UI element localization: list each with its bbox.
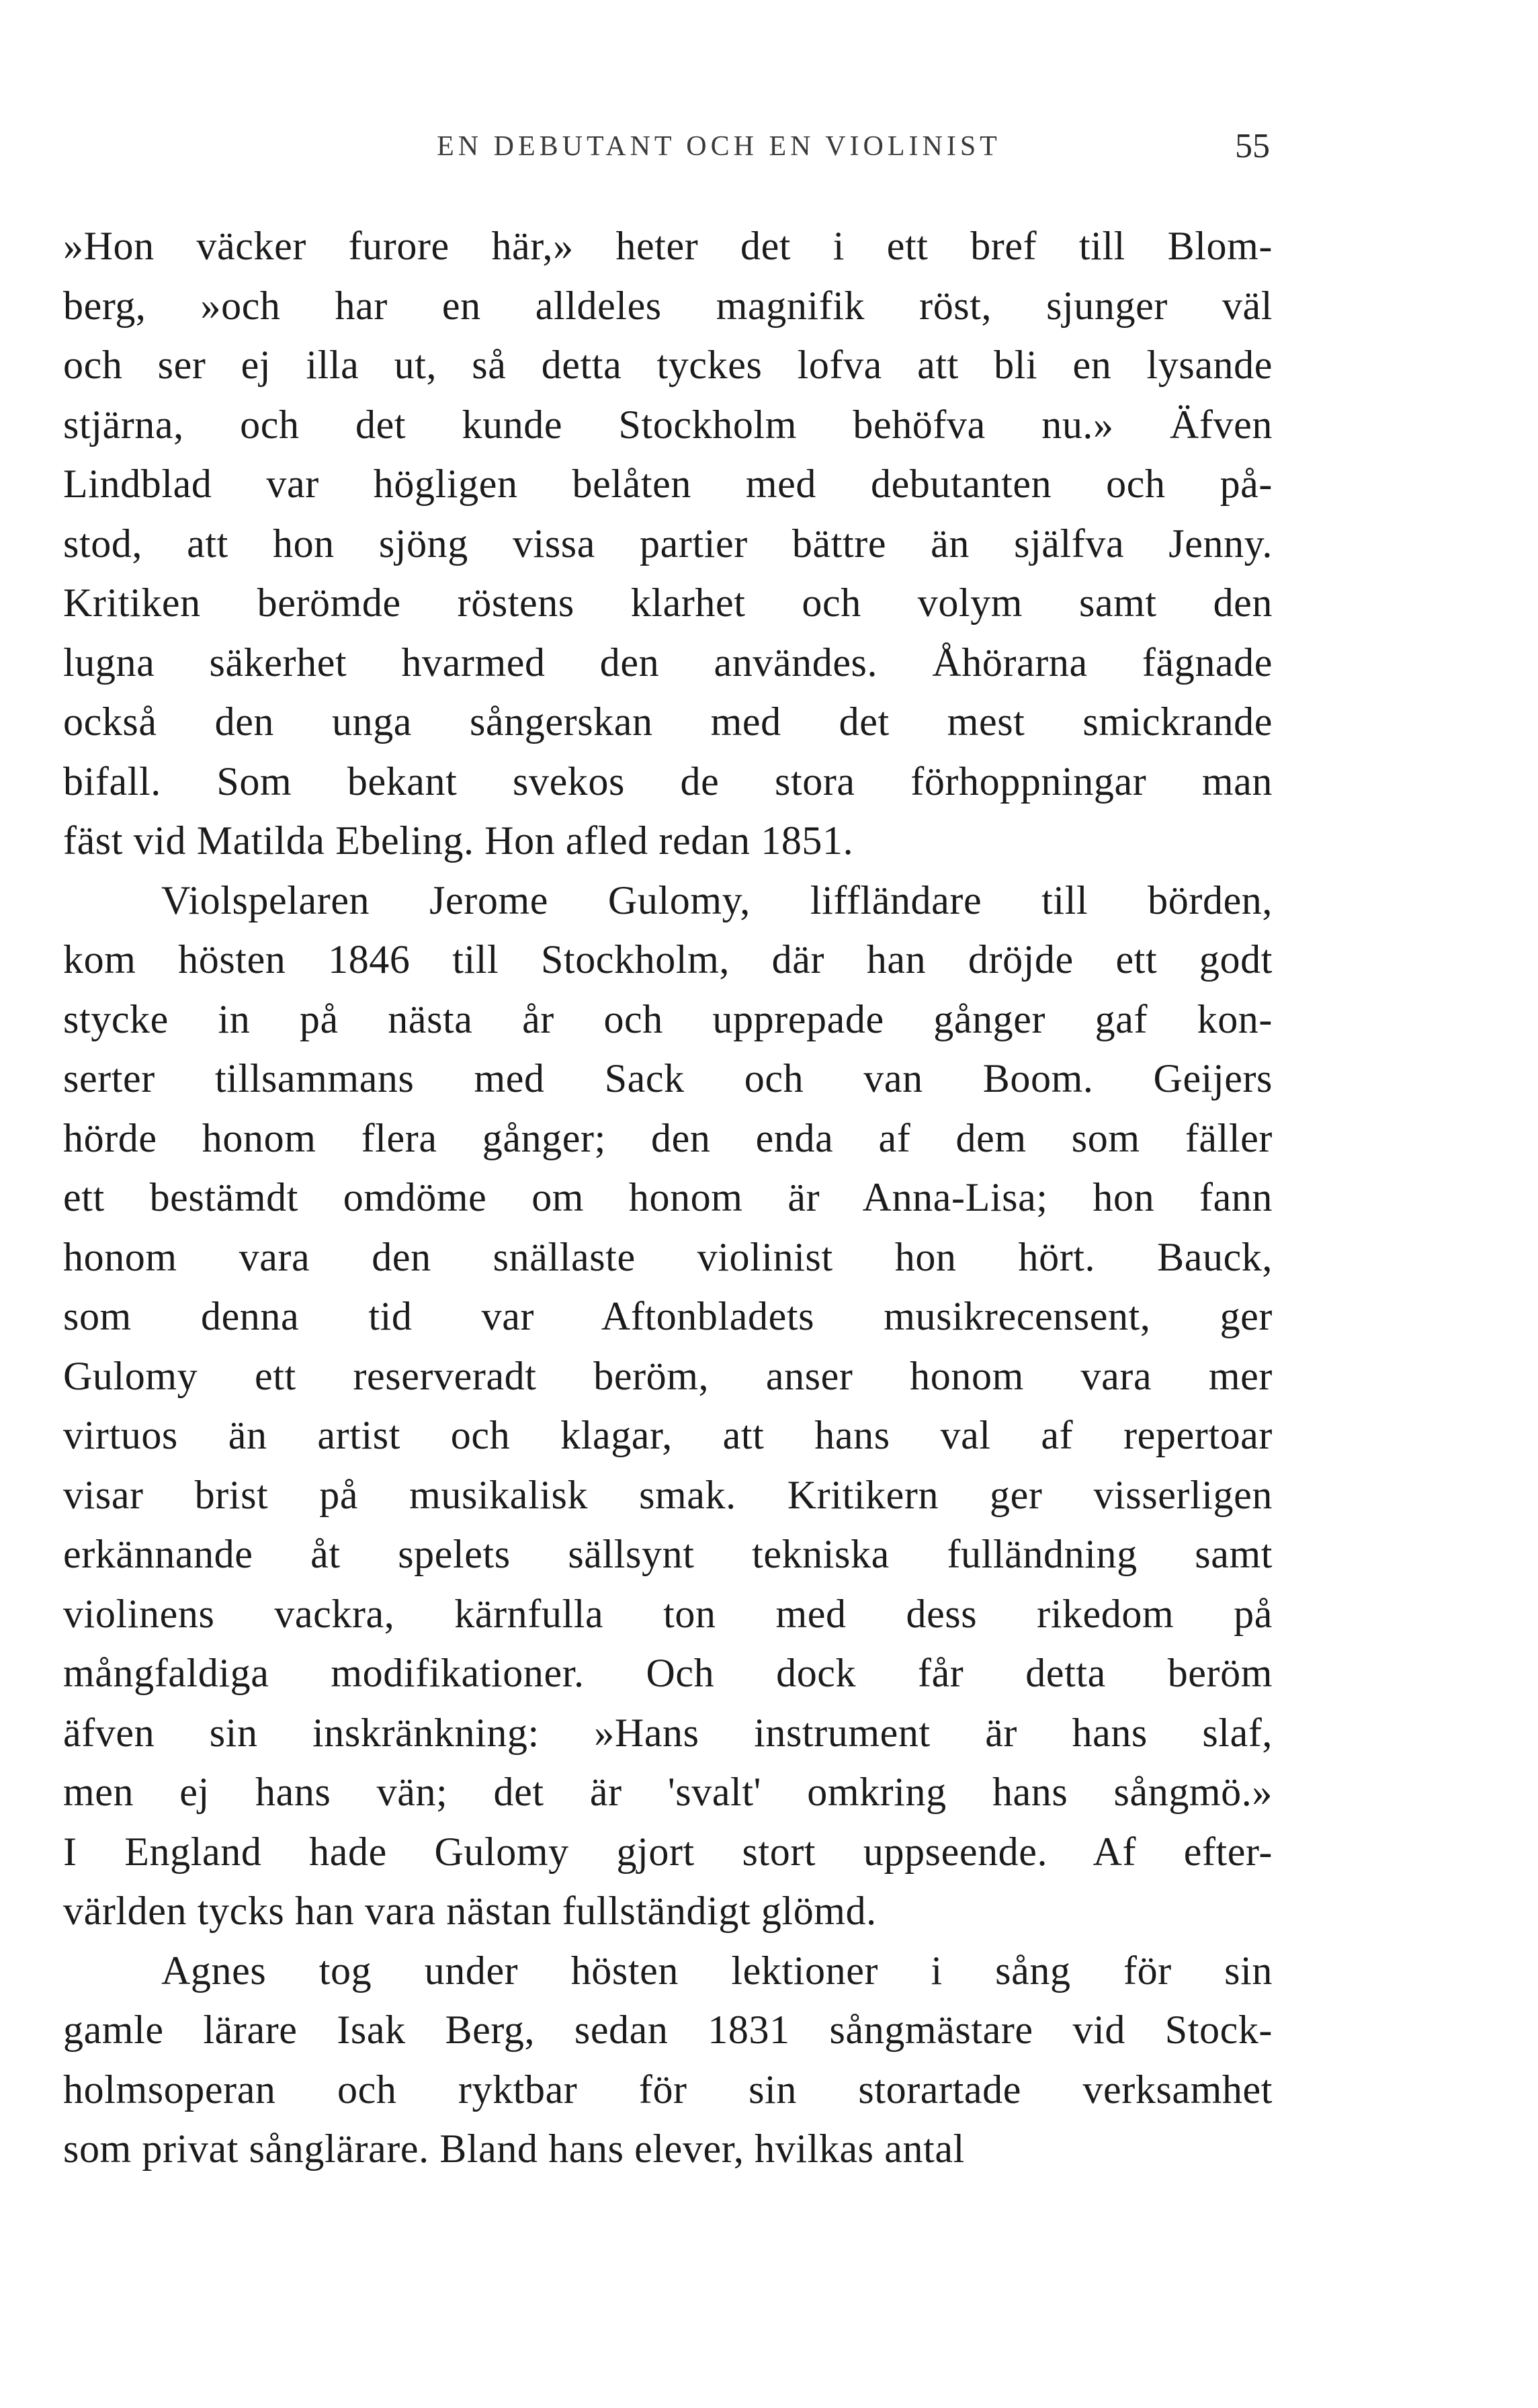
text-line: gamle lärare Isak Berg, sedan 1831 sångmästare vid Stock-	[63, 2008, 1273, 2052]
text-line: som denna tid var Aftonbladets musikrecensent, ger	[63, 1294, 1273, 1338]
text-line: I England hade Gulomy gjort stort uppseende. Af efter-	[63, 1829, 1273, 1874]
text-line: honom vara den snällaste violinist hon hört. Bauck,	[63, 1234, 1273, 1279]
text-line: också den unga sångerskan med det mest smickrande	[63, 699, 1273, 744]
text-line: holmsoperan och ryktbar för sin storartade verksamhet	[63, 2067, 1273, 2112]
text-line: och ser ej illa ut, så detta tyckes lofva att bli en lysande	[63, 343, 1273, 387]
page-number: 55	[1235, 127, 1270, 165]
text-line: bifall. Som bekant svekos de stora förhoppningar man	[63, 759, 1273, 804]
text-line: men ej hans vän; det är 'svalt' omkring hans sångmö.»	[63, 1770, 1273, 1814]
text-line: fäst vid Matilda Ebeling. Hon afled redan 1851.	[63, 818, 854, 863]
text-line: stod, att hon sjöng vissa partier bättre än själfva Jenny.	[63, 521, 1273, 566]
text-line: ett bestämdt omdöme om honom är Anna-Lisa; hon fann	[63, 1175, 1273, 1219]
running-title: EN DEBUTANT OCH EN VIOLINIST	[437, 131, 1001, 162]
body-text	[63, 216, 1273, 2179]
text-line: stjärna, och det kunde Stockholm behöfva nu.» Äfven	[63, 402, 1273, 447]
text-line: lugna säkerhet hvarmed den användes. Åhörarna fägnade	[63, 640, 1273, 685]
text-line: virtuos än artist och klagar, att hans val af repertoar	[63, 1413, 1273, 1457]
text-line: stycke in på nästa år och upprepade gånger gaf kon-	[63, 996, 1273, 1041]
text-line: kom hösten 1846 till Stockholm, där han dröjde ett godt	[63, 937, 1273, 982]
text-line: mångfaldiga modifikationer. Och dock får detta beröm	[63, 1651, 1273, 1695]
text-line: Kritiken berömde röstens klarhet och volym samt den	[63, 580, 1273, 625]
text-line: berg, »och har en alldeles magnifik röst, sjunger väl	[63, 283, 1273, 328]
text-line: Lindblad var högligen belåten med debutanten och på-	[63, 462, 1273, 506]
text-line: serter tillsammans med Sack och van Boom. Geijers	[63, 1056, 1273, 1101]
text-line: världen tycks han vara nästan fullständigt glömd.	[63, 1889, 877, 1933]
text-line: visar brist på musikalisk smak. Kritikern ger visserligen	[63, 1472, 1273, 1517]
text-line: »Hon väcker furore här,» heter det i ett bref till Blom-	[63, 224, 1273, 268]
text-line: violinens vackra, kärnfulla ton med dess rikedom på	[63, 1591, 1273, 1636]
text-line: Violspelaren Jerome Gulomy, liffländare till börden,	[161, 877, 1273, 922]
text-line: äfven sin inskränkning: »Hans instrument är hans slaf,	[63, 1710, 1273, 1755]
paragraph	[63, 216, 1273, 871]
text-line: Gulomy ett reserveradt beröm, anser honom vara mer	[63, 1353, 1273, 1398]
text-line: hörde honom flera gånger; den enda af dem som fäller	[63, 1115, 1273, 1160]
text-line: som privat sånglärare. Bland hans elever, hvilkas antal	[63, 2126, 965, 2171]
page-header	[296, 120, 1270, 173]
paragraph	[63, 871, 1273, 1941]
paragraph	[63, 1941, 1273, 2179]
text-line: Agnes tog under hösten lektioner i sång för sin	[161, 1948, 1273, 1993]
text-line: erkännande åt spelets sällsynt tekniska fulländning samt	[63, 1532, 1273, 1576]
